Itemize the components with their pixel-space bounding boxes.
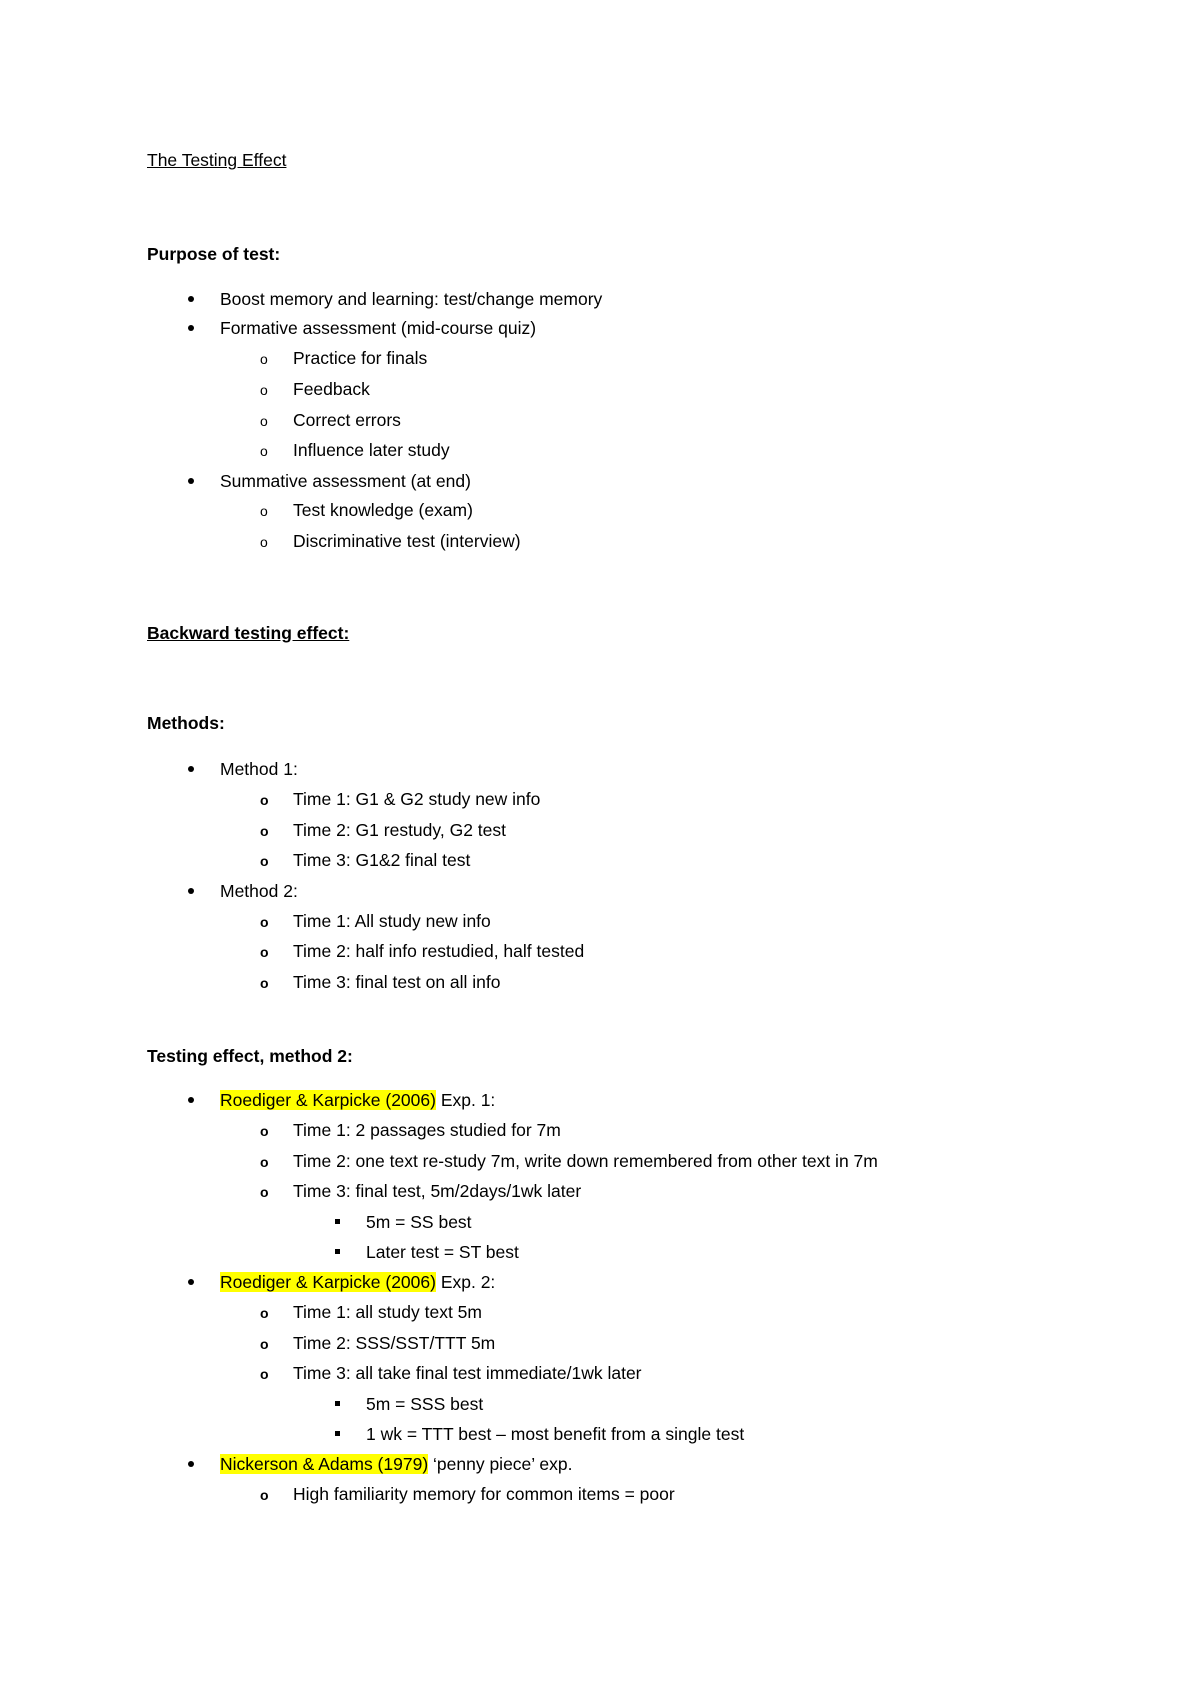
page-title: The Testing Effect	[147, 150, 287, 170]
citation-suffix: Exp. 2:	[435, 1272, 496, 1292]
bullet-circle-icon: o	[260, 944, 269, 960]
bullet-circle-icon: o	[260, 975, 269, 991]
purpose-heading: Purpose of test:	[147, 244, 281, 264]
list-item: Time 1: G1 & G2 study new info	[293, 789, 541, 809]
list-item: Time 3: G1&2 final test	[293, 850, 471, 870]
list-item: Later test = ST best	[366, 1242, 519, 1262]
bullet-disc-icon	[188, 1279, 194, 1285]
bullet-disc-icon	[188, 1097, 194, 1103]
methods-heading: Methods:	[147, 713, 225, 733]
bullet-disc-icon	[188, 1461, 194, 1467]
testing-heading: Testing effect, method 2:	[147, 1046, 353, 1066]
list-item: Practice for finals	[293, 348, 428, 368]
list-item: Discriminative test (interview)	[293, 531, 521, 551]
bullet-circle-icon: o	[260, 382, 268, 398]
bullet-circle-icon: o	[260, 1366, 269, 1382]
bullet-circle-icon: o	[260, 534, 268, 550]
list-item: Test knowledge (exam)	[293, 500, 473, 520]
citation-highlight: Roediger & Karpicke (2006)	[220, 1272, 436, 1292]
list-item: Time 2: one text re-study 7m, write down remembered from other text in 7m	[293, 1151, 878, 1171]
list-item: Boost memory and learning: test/change memory	[220, 289, 603, 309]
bullet-disc-icon	[188, 478, 194, 484]
list-item: Time 2: SSS/SST/TTT 5m	[293, 1333, 496, 1353]
list-item: Time 3: all take final test immediate/1wk later	[293, 1363, 642, 1383]
bullet-circle-icon: o	[260, 914, 269, 930]
list-item	[220, 1453, 572, 1475]
backward-heading: Backward testing effect:	[147, 623, 350, 643]
list-item: 5m = SSS best	[366, 1394, 484, 1414]
list-item: Summative assessment (at end)	[220, 471, 471, 491]
list-item: Time 2: half info restudied, half tested	[293, 941, 585, 961]
citation-suffix: ‘penny piece’ exp.	[428, 1454, 573, 1474]
bullet-disc-icon	[188, 325, 194, 331]
bullet-disc-icon	[188, 888, 194, 894]
bullet-square-icon	[335, 1249, 340, 1254]
bullet-circle-icon: o	[260, 1154, 269, 1170]
citation-suffix: Exp. 1:	[435, 1090, 496, 1110]
bullet-circle-icon: o	[260, 1305, 269, 1321]
bullet-circle-icon: o	[260, 792, 269, 808]
bullet-circle-icon: o	[260, 823, 269, 839]
bullet-disc-icon	[188, 766, 194, 772]
list-item: Time 2: G1 restudy, G2 test	[293, 820, 506, 840]
list-item	[220, 1089, 495, 1111]
list-item: Time 1: all study text 5m	[293, 1302, 482, 1322]
bullet-circle-icon: o	[260, 1184, 269, 1200]
bullet-circle-icon: o	[260, 1336, 269, 1352]
list-item: Time 3: final test on all info	[293, 972, 501, 992]
list-item: Formative assessment (mid-course quiz)	[220, 318, 537, 338]
bullet-disc-icon	[188, 296, 194, 302]
bullet-circle-icon: o	[260, 351, 268, 367]
bullet-circle-icon: o	[260, 1487, 269, 1503]
list-item: Time 3: final test, 5m/2days/1wk later	[293, 1181, 582, 1201]
list-item: Time 1: All study new info	[293, 911, 491, 931]
bullet-square-icon	[335, 1219, 340, 1224]
list-item: Time 1: 2 passages studied for 7m	[293, 1120, 561, 1140]
list-item: High familiarity memory for common items = poor	[293, 1484, 675, 1504]
citation-highlight: Roediger & Karpicke (2006)	[220, 1090, 436, 1110]
bullet-circle-icon: o	[260, 413, 268, 429]
bullet-circle-icon: o	[260, 503, 268, 519]
list-item: Method 2:	[220, 881, 298, 901]
bullet-circle-icon: o	[260, 443, 268, 459]
bullet-circle-icon: o	[260, 1123, 269, 1139]
list-item: Feedback	[293, 379, 370, 399]
bullet-square-icon	[335, 1431, 340, 1436]
list-item: Correct errors	[293, 410, 401, 430]
list-item: Method 1:	[220, 759, 298, 779]
bullet-square-icon	[335, 1401, 340, 1406]
citation-highlight: Nickerson & Adams (1979)	[220, 1454, 429, 1474]
list-item: 5m = SS best	[366, 1212, 472, 1232]
list-item: 1 wk = TTT best – most benefit from a single test	[366, 1424, 745, 1444]
list-item: Influence later study	[293, 440, 450, 460]
list-item	[220, 1271, 495, 1293]
bullet-circle-icon: o	[260, 853, 269, 869]
